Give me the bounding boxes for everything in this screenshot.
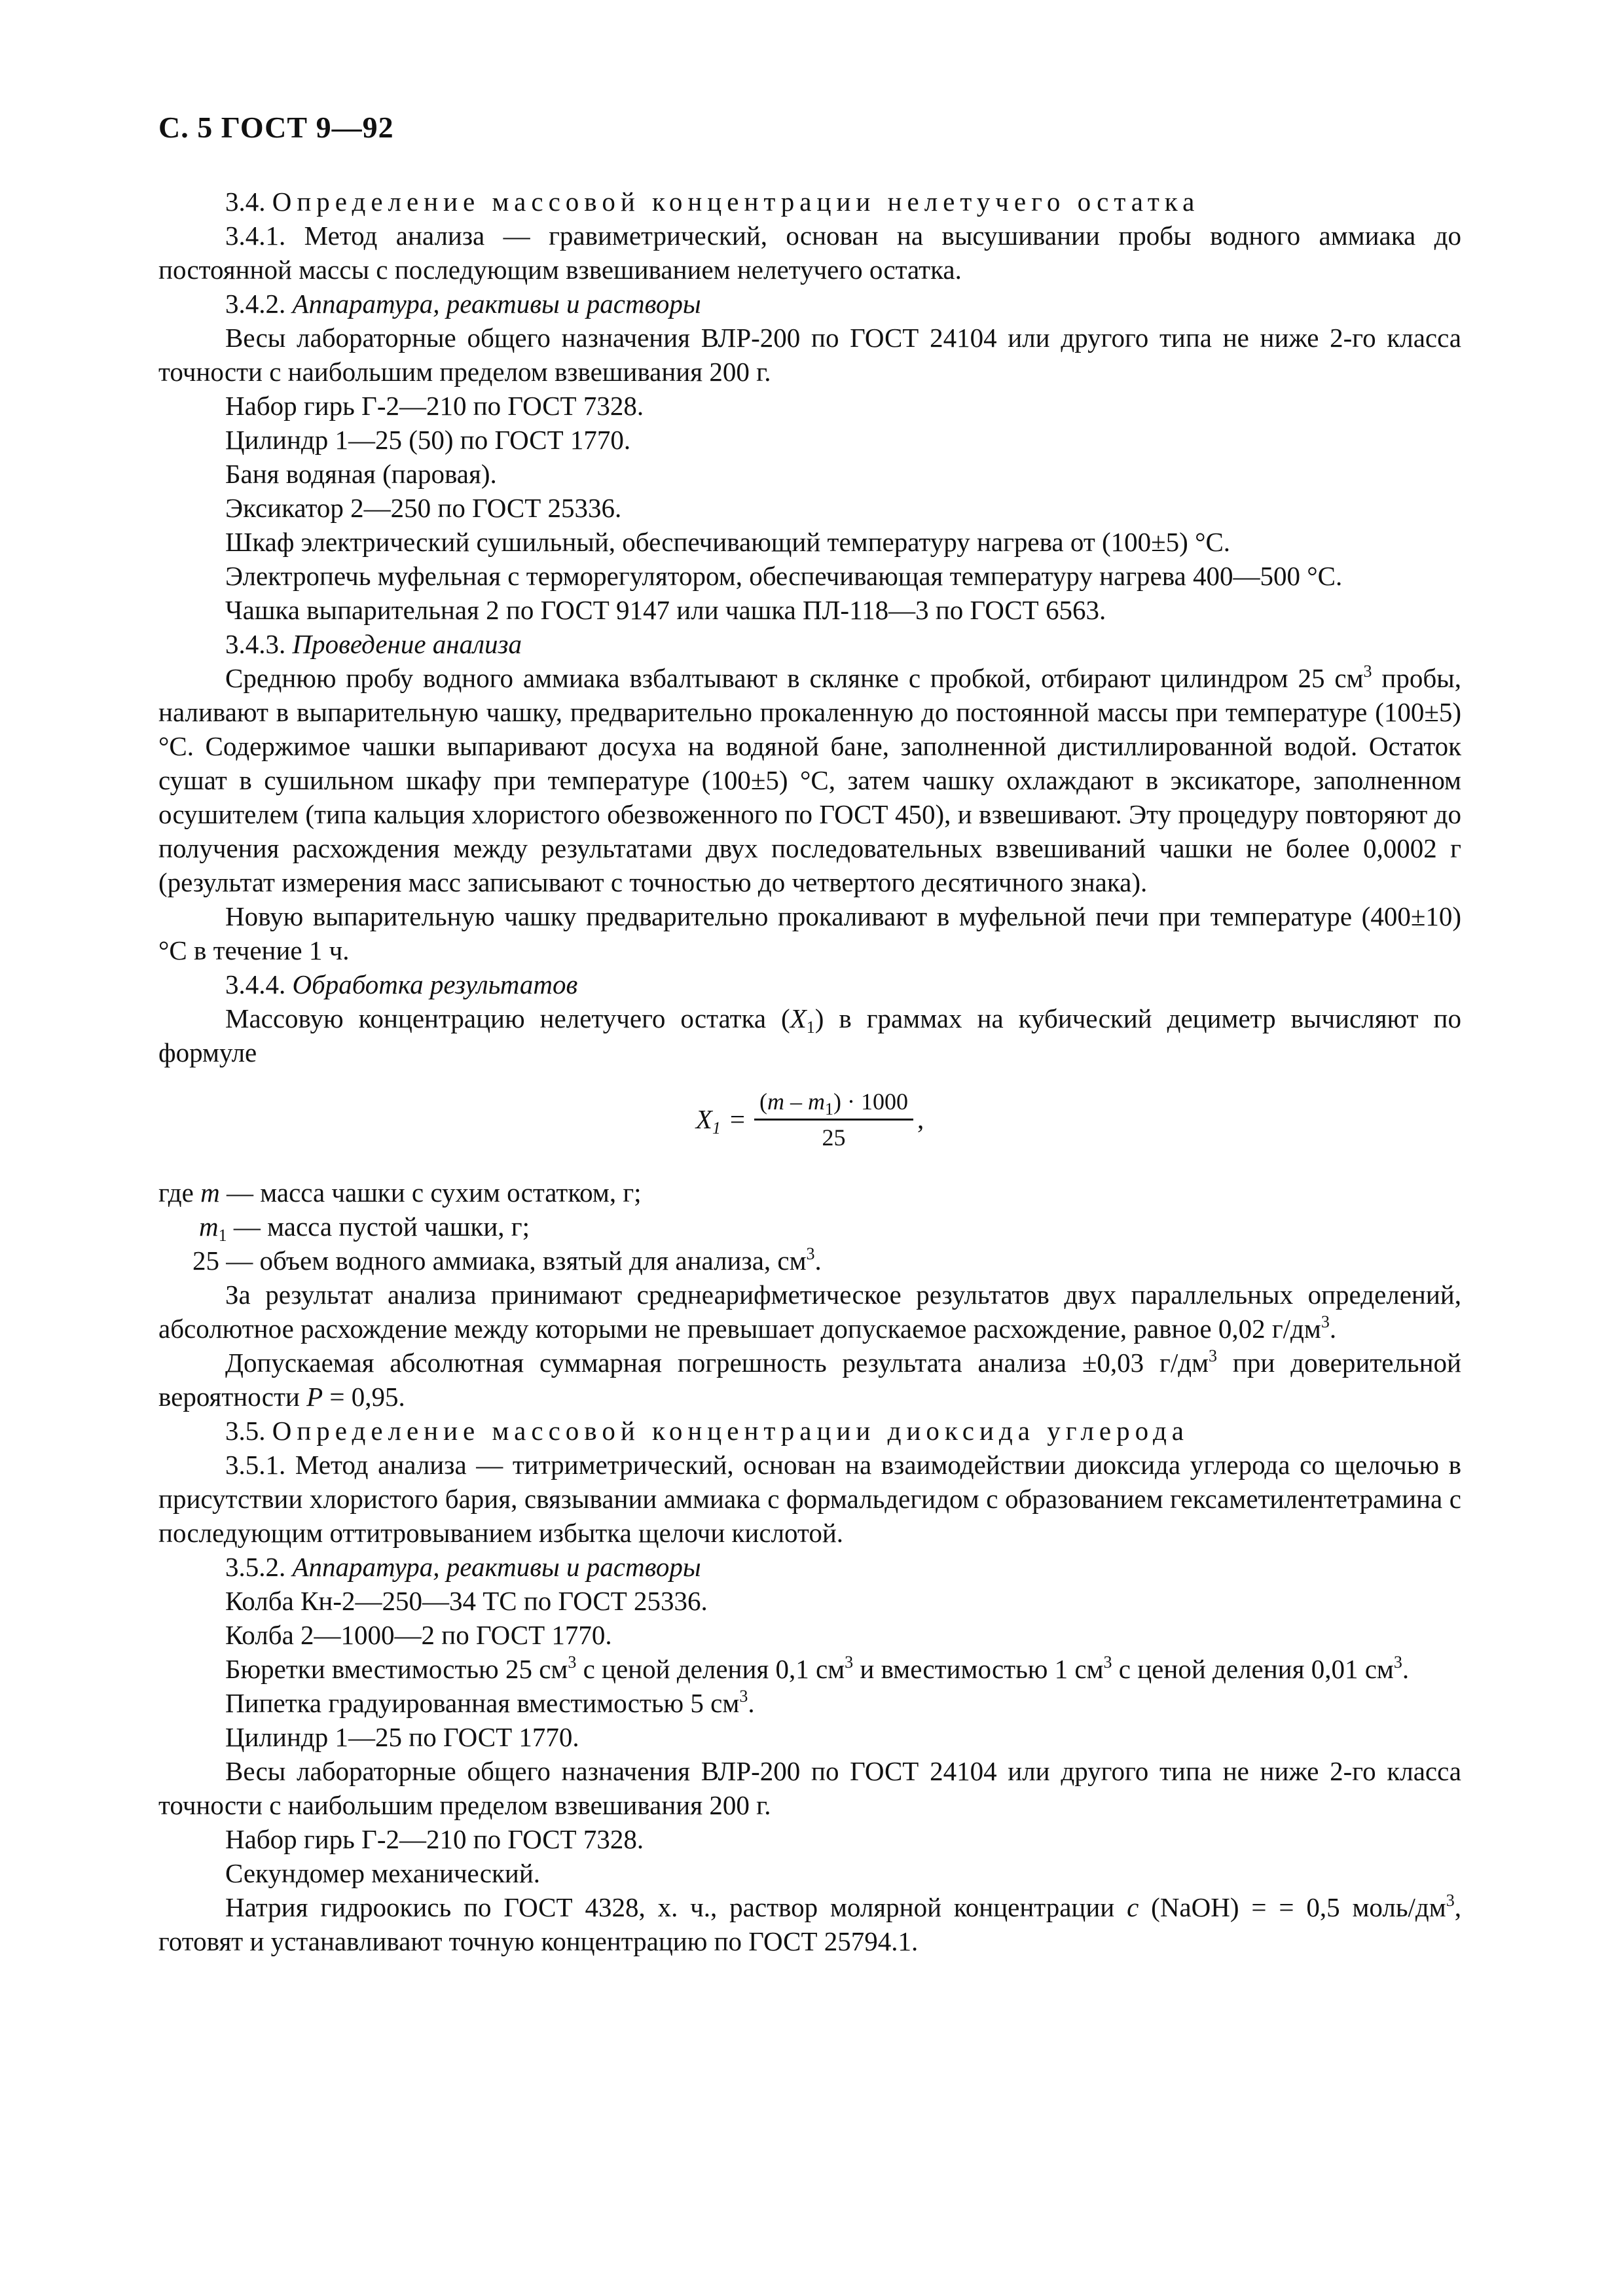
where-line — [158, 1244, 1461, 1278]
text-run: ( — [759, 1088, 767, 1115]
superscript: 3 — [845, 1653, 854, 1672]
variable: m — [767, 1088, 784, 1115]
subsection-title: Аппаратура, реактивы и растворы — [292, 1552, 701, 1582]
apparatus-item: Цилиндр 1—25 (50) по ГОСТ 1770. — [225, 425, 631, 455]
formula-comma: , — [917, 1104, 924, 1134]
superscript: 3 — [1103, 1653, 1112, 1672]
variable: m — [199, 1211, 219, 1242]
text-run: = 0,95. — [323, 1382, 405, 1412]
where-line — [158, 1210, 1461, 1244]
variable: m — [807, 1088, 825, 1115]
text-run: . — [1329, 1314, 1337, 1344]
variable: P — [306, 1382, 323, 1412]
apparatus-item: Набор гирь Г-2—210 по ГОСТ 7328. — [225, 1824, 644, 1854]
superscript: 3 — [1209, 1346, 1218, 1365]
text-run: – — [784, 1088, 808, 1115]
formula-numerator — [754, 1087, 913, 1121]
text-run: . — [814, 1246, 822, 1276]
document-body — [158, 185, 1461, 1958]
apparatus-item: Шкаф электрический сушильный, обеспечивающий температуру нагрева от (100±5) °С. — [225, 527, 1231, 557]
subsection-number: 3.4.2. — [225, 289, 286, 319]
text-run: где — [158, 1177, 201, 1208]
text-run: ) · 1000 — [833, 1088, 908, 1115]
section-3-5-heading — [158, 1414, 1461, 1448]
text-run: — масса пустой чашки, г; — [227, 1211, 530, 1242]
subsection-title: Обработка результатов — [292, 969, 578, 999]
superscript: 3 — [1446, 1891, 1455, 1910]
subsection-number: 3.5.2. — [225, 1552, 286, 1582]
text-run: — объем водного аммиака, взятый для анализа, см — [219, 1246, 807, 1276]
apparatus-item — [158, 1686, 1461, 1720]
subscript: 1 — [824, 1099, 833, 1119]
result-paragraph — [158, 1278, 1461, 1346]
text-run: . — [748, 1688, 755, 1718]
text-run: . — [1402, 1654, 1410, 1684]
section-title: Определение массовой концентрации нелетучего остатка — [272, 187, 1200, 217]
superscript: 3 — [739, 1687, 748, 1706]
formula-equals: = — [729, 1104, 745, 1134]
superscript: 3 — [1393, 1653, 1402, 1672]
where-line — [158, 1175, 1461, 1210]
section-title: Определение массовой концентрации диоксида углерода — [272, 1416, 1189, 1446]
formula-lhs — [696, 1102, 721, 1136]
formula-denominator: 25 — [822, 1124, 846, 1151]
superscript: 3 — [568, 1653, 577, 1672]
apparatus-item: Весы лабораторные общего назначения ВЛР-200 по ГОСТ 24104 или другого типа не ниже 2-го класса точности с наибольшим пределом взвешивания 200 г. — [158, 1756, 1461, 1820]
text-run: с ценой деления 0,01 см — [1112, 1654, 1394, 1684]
text-run: Бюретки вместимостью 25 см — [225, 1654, 568, 1684]
apparatus-item: Набор гирь Г-2—210 по ГОСТ 7328. — [225, 391, 644, 421]
apparatus-item: Эксикатор 2—250 по ГОСТ 25336. — [225, 493, 622, 523]
apparatus-item: Цилиндр 1—25 по ГОСТ 1770. — [225, 1722, 579, 1752]
text-run: Массовую концентрацию нелетучего остатка ( — [225, 1003, 790, 1033]
text-run: Пипетка градуированная вместимостью 5 см — [225, 1688, 740, 1718]
text-run: Допускаемая абсолютная суммарная погрешность результата анализа ±0,03 г/дм — [225, 1348, 1209, 1378]
text-run: пробы, наливают в выпарительную чашку, предварительно прокаленную до постоянной массы при температуре (100±5) °С. Содержимое чашки выпаривают досуха на водяной бане, заполненной дистиллированной водой. Остаток сушат в сушильном шкафу при температуре (100±5) °С, затем чашку охлаждают в эксикаторе, заполненном осушителем (типа кальция хлористого обезвоженного по ГОСТ 450), и взвешивают. Эту процедуру повторяют до получения расхождения между результатами двух последовательных взвешиваний чашки не более 0,0002 г (результат измерения масс записывают с точностью до четвертого десятичного знака). — [158, 663, 1461, 897]
apparatus-item: Весы лабораторные общего назначения ВЛР-200 по ГОСТ 24104 или другого типа не ниже 2-го класса точности с наибольшим пределом взвешивания 200 г. — [158, 323, 1461, 387]
subscript: 1 — [218, 1226, 227, 1245]
apparatus-item: Электропечь муфельная с терморегулятором, обеспечивающая температуру нагрева 400—500 °С. — [225, 561, 1343, 591]
subsection-number: 3.4.3. — [225, 629, 286, 659]
superscript: 3 — [806, 1244, 815, 1263]
subscript: 1 — [712, 1119, 721, 1138]
text-run: и вместимостью 1 см — [853, 1654, 1104, 1684]
apparatus-item: Баня водяная (паровая). — [225, 459, 497, 489]
procedure-paragraph: Новую выпарительную чашку предварительно прокаливают в муфельной печи при температуре (400±10) °С в течение 1 ч. — [158, 901, 1461, 965]
variable: X — [790, 1003, 807, 1033]
text-run: — масса чашки с сухим остатком, г; — [219, 1177, 642, 1208]
apparatus-item: Колба Кн-2—250—34 ТС по ГОСТ 25336. — [225, 1586, 708, 1616]
text-run: ) в граммах на кубический дециметр вычисляют по формуле — [158, 1003, 1461, 1067]
subsection-title: Проведение анализа — [292, 629, 522, 659]
superscript: 3 — [1321, 1312, 1330, 1331]
page-header: С. 5 ГОСТ 9—92 — [158, 111, 394, 144]
apparatus-item: Чашка выпарительная 2 по ГОСТ 9147 или чашка ПЛ-118—3 по ГОСТ 6563. — [225, 595, 1106, 625]
subsection-3-4-4-heading — [158, 967, 1461, 1001]
text-run: Среднюю пробу водного аммиака взбалтывают в склянке с пробкой, отбирают цилиндром 25 см — [225, 663, 1364, 693]
superscript: 3 — [1363, 662, 1372, 681]
variable: c — [1127, 1892, 1139, 1922]
error-paragraph — [158, 1346, 1461, 1414]
text-run: За результат анализа принимают среднеарифметическое результатов двух параллельных определений, абсолютное расхождение между которыми не превышает допускаемое расхождение, равное 0,02 г/дм — [158, 1280, 1461, 1344]
section-3-4-heading — [158, 185, 1461, 219]
text-run: (NaOH) = = 0,5 моль/дм — [1139, 1892, 1446, 1922]
text-run: 25 — [192, 1246, 219, 1276]
subsection-3-4-3-heading — [158, 627, 1461, 661]
procedure-paragraph — [158, 661, 1461, 899]
text-run: при доверительной вероятности — [158, 1348, 1461, 1412]
subsection-title: Аппаратура, реактивы и растворы — [292, 289, 701, 319]
subsection-3-4-2-heading — [158, 287, 1461, 321]
apparatus-item: Секундомер механический. — [225, 1858, 541, 1888]
section-number: 3.4. — [225, 187, 266, 217]
subsection-number: 3.4.4. — [225, 969, 286, 999]
apparatus-item — [158, 1652, 1461, 1686]
apparatus-item — [158, 1890, 1461, 1958]
text-run: с ценой деления 0,1 см — [576, 1654, 845, 1684]
apparatus-item: Колба 2—1000—2 по ГОСТ 1770. — [225, 1620, 612, 1650]
paragraph-3-5-1: 3.5.1. Метод анализа — титриметрический, основан на взаимодействии диоксида углерода со щелочью в присутствии хлористого бария, связывании аммиака с формальдегидом с образованием гексаметилентетрамина с последующим оттитровыванием избытка щелочи кислотой. — [158, 1450, 1461, 1548]
variable: m — [200, 1177, 220, 1208]
subsection-3-5-2-heading — [158, 1550, 1461, 1584]
formula-variable: X — [695, 1104, 712, 1134]
paragraph-3-4-1: 3.4.1. Метод анализа — гравиметрический, основан на высушивании пробы водного аммиака до постоянной массы с последующим взвешиванием нелетучего остатка. — [158, 221, 1461, 285]
text-run: , готовят и устанавливают точную концентрацию по ГОСТ 25794.1. — [158, 1892, 1461, 1956]
section-number: 3.5. — [225, 1416, 266, 1446]
subscript: 1 — [806, 1018, 815, 1037]
formula-fraction — [754, 1087, 913, 1152]
calculation-paragraph — [158, 1001, 1461, 1069]
formula — [158, 1076, 1461, 1162]
text-run: Натрия гидроокись по ГОСТ 4328, х. ч., раствор молярной концентрации — [225, 1892, 1127, 1922]
